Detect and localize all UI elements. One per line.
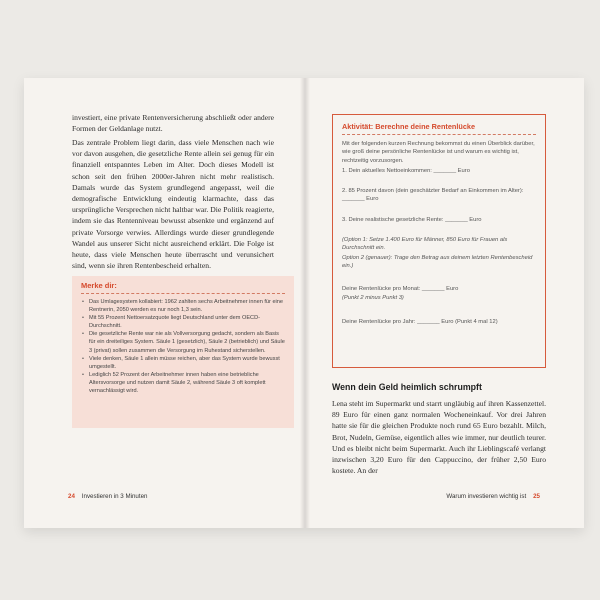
left-running-title: Investieren in 3 Minuten [81,493,148,500]
merke-item: • Viele denken, Säule 1 allein müsse reichen, aber das System wurde bewusst umgestellt. [81,355,287,371]
activity-option-2: Option 2 (genauer): Trage den Betrag aus deinem letzten Rentenbescheid ein.) [342,255,533,270]
activity-box [332,114,546,368]
right-footer [340,493,540,500]
left-page-number: 24 [68,493,75,500]
activity-monthly-hint: (Punkt 2 minus Punkt 3) [342,295,404,301]
activity-monthly-gap: Deine Rentenlücke pro Monat: _______ Euro [342,286,459,292]
activity-intro: Mit der folgenden kurzen Rechnung bekommst du einen Überblick darüber, wie groß deine persönliche Rentenlücke ist und warum es wichtig ist, rechtzeitig vorzusorgen. [342,141,535,164]
merke-item: • Das Umlagesystem kollabiert: 1962 zahlten sechs Arbeitnehmer innen für eine Rentnerin, 2050 werden es nur noch 1,3 sein. [81,298,287,314]
activity-option-1: (Option 1: Setze 1.400 Euro für Männer, 850 Euro für Frauen als Durchschnitt ein. [342,237,508,252]
activity-step-1: 1. Dein aktuelles Nettoeinkommen: _______ Euro [342,168,470,174]
activity-divider [342,134,536,135]
merke-box [72,276,294,428]
book-spread [24,78,584,528]
section-heading: Wenn dein Geld heimlich schrumpft [332,382,482,392]
right-running-title: Warum investieren wichtig ist [446,493,527,500]
left-page [24,78,300,528]
activity-step-2: 2. 85 Prozent davon (dein geschätzter Bedarf an Einkommen im Alter): _______ Euro [342,188,524,203]
right-page-number: 25 [533,493,540,500]
activity-step-3: 3. Deine realistische gesetzliche Rente: _______ Euro [342,217,482,223]
merke-item: • Mit 55 Prozent Nettoersatzquote liegt Deutschland unter dem OECD-Durchschnitt. [81,314,287,330]
merke-divider [81,293,285,294]
activity-yearly-gap: Deine Rentenlücke pro Jahr: _______ Euro (Punkt 4 mal 12) [342,319,498,325]
book-gutter [300,78,310,528]
merke-item: • Die gesetzliche Rente war nie als Vollversorgung gedacht, sondern als Basis für ein dreiteiliges System. Säule 1 (gesetzlich), Säule 2 (betrieblich) und Säule 3 (privat) sollen zusammen die Versorgung im Ruhestand sicherstellen. [81,330,287,354]
left-footer [68,493,268,500]
right-body-paragraph: Lena steht im Supermarkt und starrt ungläubig auf ihren Kassenzettel. 89 Euro für einen ganz normalen Wocheneinkauf. Vor drei Jahren hatte sie für die gleichen Produkte noch rund 65 Euro bezahlt. Milch, Brot, Nudeln, Gemüse, eigentlich alles wie immer, nur deutlich teurer. Und es bleibt nicht beim Supermarkt. Auch ihr Lieblingscafé verlangt inzwischen 3,20 Euro für den Cappuccino, der früher 2,50 Euro kostete. An der [332,399,546,476]
left-top-paragraph: investiert, eine private Rentenversicherung abschließt oder andere Formen der Geldanlage nutzt. [72,113,274,134]
activity-title: Aktivität: Berechne deine Rentenlücke [342,122,476,131]
left-body-paragraph: Das zentrale Problem liegt darin, dass viele Menschen nach wie vor davon ausgehen, die gesetzliche Rente allein sei genug für ein finanziell entspanntes Leben im Alter. Doch dieses Modell ist schon seit den frühen 2000er-Jahren nicht mehr realistisch. Damals wurde das System grundlegend angepasst, weil die demografische Entwicklung eindeutig klarmachte, dass das ursprüngliche Versprechen nicht haltbar war. Die Politik reagierte, indem sie das Rentenniveau bewusst absenkte und ergänzend auf private Vorsorge verwies. Allerdings wurde dieser grundlegende Wandel aus unserer Sicht nicht ausreichend erklärt. Die Folge ist heute, dass viele Menschen heute überrascht und verunsichert sind, wenn sie ihren Rentenbescheid erhalten. [72,138,274,271]
right-page [310,78,584,528]
merke-title: Merke dir: [81,281,117,290]
merke-list [81,298,287,395]
merke-item: • Lediglich 52 Prozent der Arbeitnehmer innen haben eine betriebliche Altersvorsorge und nutzen damit Säule 2, während Säule 3 oft komplett vernachlässigt wird. [81,371,287,395]
